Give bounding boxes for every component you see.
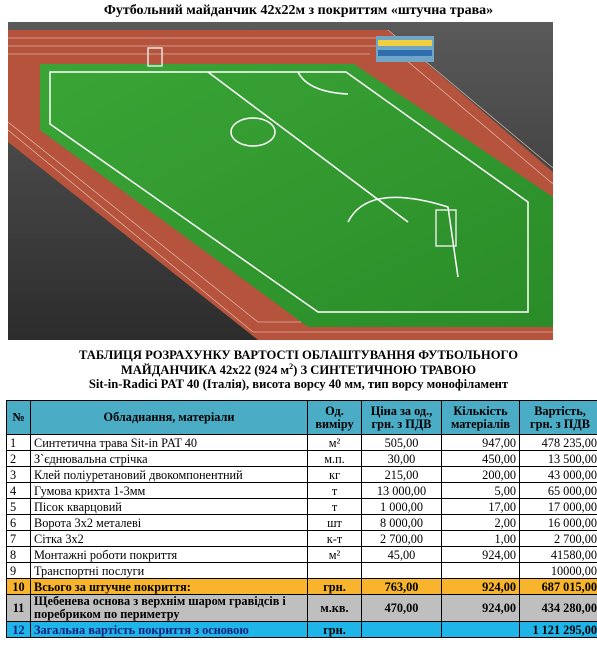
- cell-qty: 5,00: [442, 483, 520, 499]
- cell-cost: 1 121 295,00: [520, 622, 597, 638]
- table-row: [7, 531, 597, 547]
- col-header-cost: Вартість, грн. з ПДВ: [520, 401, 597, 435]
- col-header-price: Ціна за од., грн. з ПДВ: [362, 401, 442, 435]
- table-row: [7, 435, 597, 451]
- cell-cost: 16 000,00: [520, 515, 597, 531]
- cell-num: 4: [7, 483, 31, 499]
- table-heading-line2: МАЙДАНЧИКА 42х22 (924 $м^2$) З СИНТЕТИЧНОЮ ТРАВОЮ: [120, 361, 477, 377]
- cell-name: Сітка 3х2: [31, 531, 308, 547]
- cell-cost: 434 280,00: [520, 595, 597, 622]
- cell-unit: к-т: [308, 531, 362, 547]
- cell-qty: 200,00: [442, 467, 520, 483]
- total-base-row: [7, 595, 597, 622]
- cell-cost: 2 700,00: [520, 531, 597, 547]
- cell-qty: 924,00: [442, 595, 520, 622]
- cell-unit: м²: [308, 435, 362, 451]
- cell-price: 45,00: [362, 547, 442, 563]
- cell-price: 763,00: [362, 579, 442, 595]
- table-heading: [0, 348, 597, 392]
- cell-unit: грн.: [308, 579, 362, 595]
- cell-qty: 17,00: [442, 499, 520, 515]
- cell-num: 7: [7, 531, 31, 547]
- table-row: [7, 499, 597, 515]
- cell-cost: 10000,00: [520, 563, 597, 579]
- cell-unit: кг: [308, 467, 362, 483]
- football-field-render: [8, 22, 553, 340]
- cell-price: 30,00: [362, 451, 442, 467]
- cell-num: 11: [7, 595, 31, 622]
- table-header-row: [7, 401, 597, 435]
- cell-price: 470,00: [362, 595, 442, 622]
- col-header-num: №: [7, 401, 31, 435]
- total-overall-row: [7, 622, 597, 638]
- cell-num: 3: [7, 467, 31, 483]
- col-header-name: Обладнання, матеріали: [31, 401, 308, 435]
- table-row: [7, 515, 597, 531]
- cell-price: 215,00: [362, 467, 442, 483]
- cell-price: [362, 563, 442, 579]
- cell-unit: м.кв.: [308, 595, 362, 622]
- spectator-stand: [376, 36, 434, 62]
- cell-num: 12: [7, 622, 31, 638]
- cell-num: 1: [7, 435, 31, 451]
- cell-num: 10: [7, 579, 31, 595]
- cell-name: Ворота 3х2 металеві: [31, 515, 308, 531]
- cell-num: 2: [7, 451, 31, 467]
- total-artificial-row: [7, 579, 597, 595]
- cell-num: 6: [7, 515, 31, 531]
- cell-unit: м.п.: [308, 451, 362, 467]
- cell-price: 505,00: [362, 435, 442, 451]
- cell-price: 8 000,00: [362, 515, 442, 531]
- cell-cost: 13 500,00: [520, 451, 597, 467]
- cell-cost: 43 000,00: [520, 467, 597, 483]
- table-heading-line3: Sit-in-Radici PAT 40 (Італія), висота ворсу 40 мм, тип ворсу монофіламент: [88, 377, 509, 391]
- cell-unit: м²: [308, 547, 362, 563]
- cell-name: Всього за штучне покриття:: [31, 579, 308, 595]
- col-header-unit: Од. виміру: [308, 401, 362, 435]
- page-title: Футбольний майданчик 42х22м з покриттям «штучна трава»: [103, 3, 494, 18]
- cell-name: Гумова крихта 1-3мм: [31, 483, 308, 499]
- table-heading-line1: ТАБЛИЦЯ РОЗРАХУНКУ ВАРТОСТІ ОБЛАШТУВАННЯ ФУТБОЛЬНОГО: [78, 348, 518, 362]
- cell-unit: [308, 563, 362, 579]
- col-header-qty: Кількість матеріалів: [442, 401, 520, 435]
- cell-name: Синтетична трава Sit-in PAT 40: [31, 435, 308, 451]
- cell-cost: 65 000,00: [520, 483, 597, 499]
- cell-unit: шт: [308, 515, 362, 531]
- cell-num: 8: [7, 547, 31, 563]
- cell-cost: 17 000,00: [520, 499, 597, 515]
- field-illustration: [8, 22, 553, 340]
- cell-name: Клей поліуретановий двокомпонентний: [31, 467, 308, 483]
- cell-qty: 947,00: [442, 435, 520, 451]
- cell-unit: т: [308, 483, 362, 499]
- table-row: [7, 451, 597, 467]
- cell-name: Загальна вартість покриття з основою: [31, 622, 308, 638]
- cell-name: Пісок кварцовий: [31, 499, 308, 515]
- cell-qty: 2,00: [442, 515, 520, 531]
- cell-unit: т: [308, 499, 362, 515]
- table-row: [7, 547, 597, 563]
- cell-price: 13 000,00: [362, 483, 442, 499]
- cell-num: 5: [7, 499, 31, 515]
- cell-qty: [442, 622, 520, 638]
- cell-qty: 1,00: [442, 531, 520, 547]
- table-row: [7, 483, 597, 499]
- cost-table: [6, 400, 597, 638]
- cell-name: З`єднювальна стрічка: [31, 451, 308, 467]
- table-row: [7, 467, 597, 483]
- cell-cost: 41580,00: [520, 547, 597, 563]
- cell-num: 9: [7, 563, 31, 579]
- cell-qty: 450,00: [442, 451, 520, 467]
- cell-qty: 924,00: [442, 579, 520, 595]
- cell-unit: грн.: [308, 622, 362, 638]
- cell-name: Щебенева основа з верхнім шаром гравідсів і поребриком по периметру: [31, 595, 308, 622]
- cell-price: 2 700,00: [362, 531, 442, 547]
- table-row: [7, 563, 597, 579]
- cell-name: Транспортні послуги: [31, 563, 308, 579]
- cell-cost: 687 015,00: [520, 579, 597, 595]
- cell-qty: [442, 563, 520, 579]
- cell-name: Монтажні роботи покриття: [31, 547, 308, 563]
- cell-price: 1 000,00: [362, 499, 442, 515]
- cell-price: [362, 622, 442, 638]
- cell-cost: 478 235,00: [520, 435, 597, 451]
- cell-qty: 924,00: [442, 547, 520, 563]
